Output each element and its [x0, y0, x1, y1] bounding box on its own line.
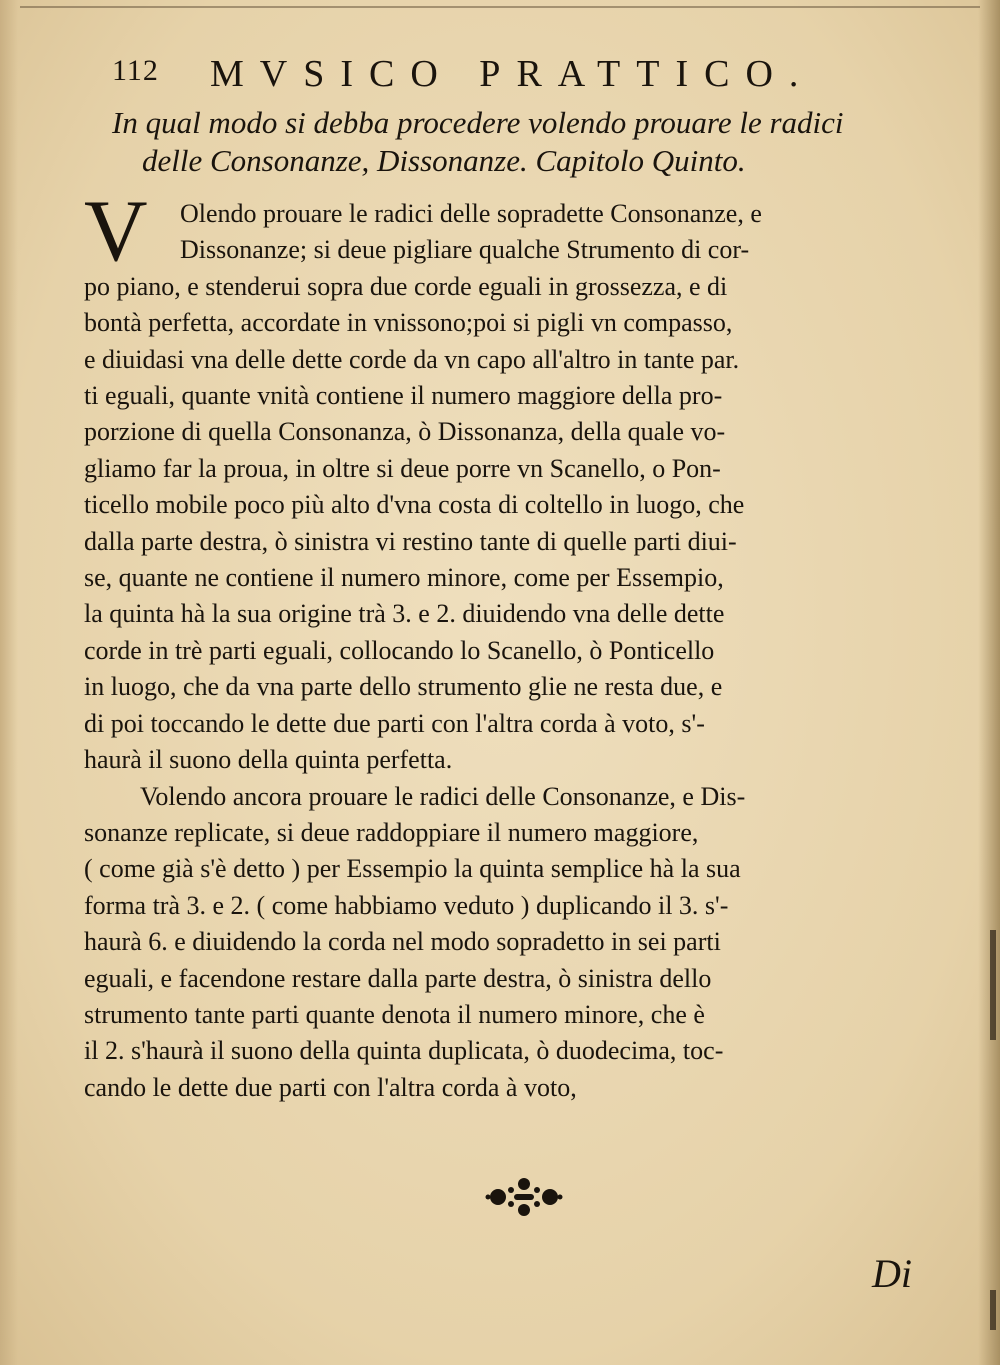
body-text [84, 183, 960, 1106]
text-line: po piano, e stenderui sopra due corde eguali in grossezza, e di [84, 271, 728, 301]
paragraph-2 [84, 779, 960, 1107]
text-line: bontà perfetta, accordate in vnissono;poi si pigli vn compasso, [84, 308, 733, 338]
text-line: dalla parte destra, ò sinistra vi restino tante di quelle parti diui- [84, 526, 737, 556]
paragraph-1 [84, 183, 960, 779]
text-line: porzione di quella Consonanza, ò Dissonanza, della quale vo- [84, 417, 726, 447]
drop-cap: V [84, 183, 148, 280]
edge-mark [990, 1290, 996, 1330]
catchword: Di [872, 1251, 912, 1296]
text-line: ti eguali, quante vnità contiene il numero maggiore della pro- [84, 381, 723, 411]
text-line: corde in trè parti eguali, collocando lo Scanello, ò Ponticello [84, 635, 715, 665]
text-line: eguali, e facendone restare dalla parte destra, ò sinistra dello [84, 963, 712, 993]
text-line: gliamo far la proua, in oltre si deue porre vn Scanello, o Pon- [84, 453, 721, 483]
text-line: forma trà 3. e 2. ( come habbiamo veduto ) duplicando il 3. s'- [84, 890, 729, 920]
chapter-title-line: In qual modo si debba procedere volendo prouare le radici [112, 105, 844, 140]
text-line: se, quante ne contiene il numero minore, come per Essempio, [84, 563, 724, 593]
fleuron-ornament-icon [484, 1172, 564, 1222]
text-line: e diuidasi vna delle dette corde da vn capo all'altro in tante par. [84, 344, 740, 374]
text-line: in luogo, che da vna parte dello strumento glie ne resta due, e [84, 672, 723, 702]
page-right-edge [978, 0, 1000, 1365]
text-line: cando le dette due parti con l'altra corda à voto, [84, 1072, 577, 1102]
text-line: sonanze replicate, si deue raddoppiare il numero maggiore, [84, 817, 699, 847]
top-rule [20, 6, 980, 8]
text-line: strumento tante parti quante denota il numero minore, che è [84, 999, 705, 1029]
text-line: ( come già s'è detto ) per Essempio la quinta semplice hà la sua [84, 854, 741, 884]
page-number: 112 [112, 54, 159, 87]
text-line: la quinta hà la sua origine trà 3. e 2. diuidendo vna delle dette [84, 599, 725, 629]
chapter-title [112, 104, 932, 180]
page-header [112, 52, 872, 96]
text-line: ticello mobile poco più alto d'vna costa di coltello in luogo, che [84, 490, 745, 520]
text-line: haurà il suono della quinta perfetta. [84, 745, 453, 775]
text-line: Olendo prouare le radici delle sopradette Consonanze, e [180, 199, 762, 228]
running-title: MVSICO PRATTICO. [210, 53, 815, 95]
text-line: Dissonanze; si deue pigliare qualche Strumento di cor- [180, 235, 750, 265]
page-left-edge [0, 0, 18, 1365]
edge-mark [990, 930, 996, 1040]
text-line: Volendo ancora prouare le radici delle Consonanze, e Dis- [140, 781, 746, 811]
text-line: haurà 6. e diuidendo la corda nel modo sopradetto in sei parti [84, 927, 721, 957]
text-line: il 2. s'haurà il suono della quinta duplicata, ò duodecima, toc- [84, 1036, 724, 1066]
text-line: di poi toccando le dette due parti con l'altra corda à voto, s'- [84, 708, 705, 738]
chapter-title-line: delle Consonanze, Dissonanze. Capitolo Quinto. [142, 143, 746, 178]
